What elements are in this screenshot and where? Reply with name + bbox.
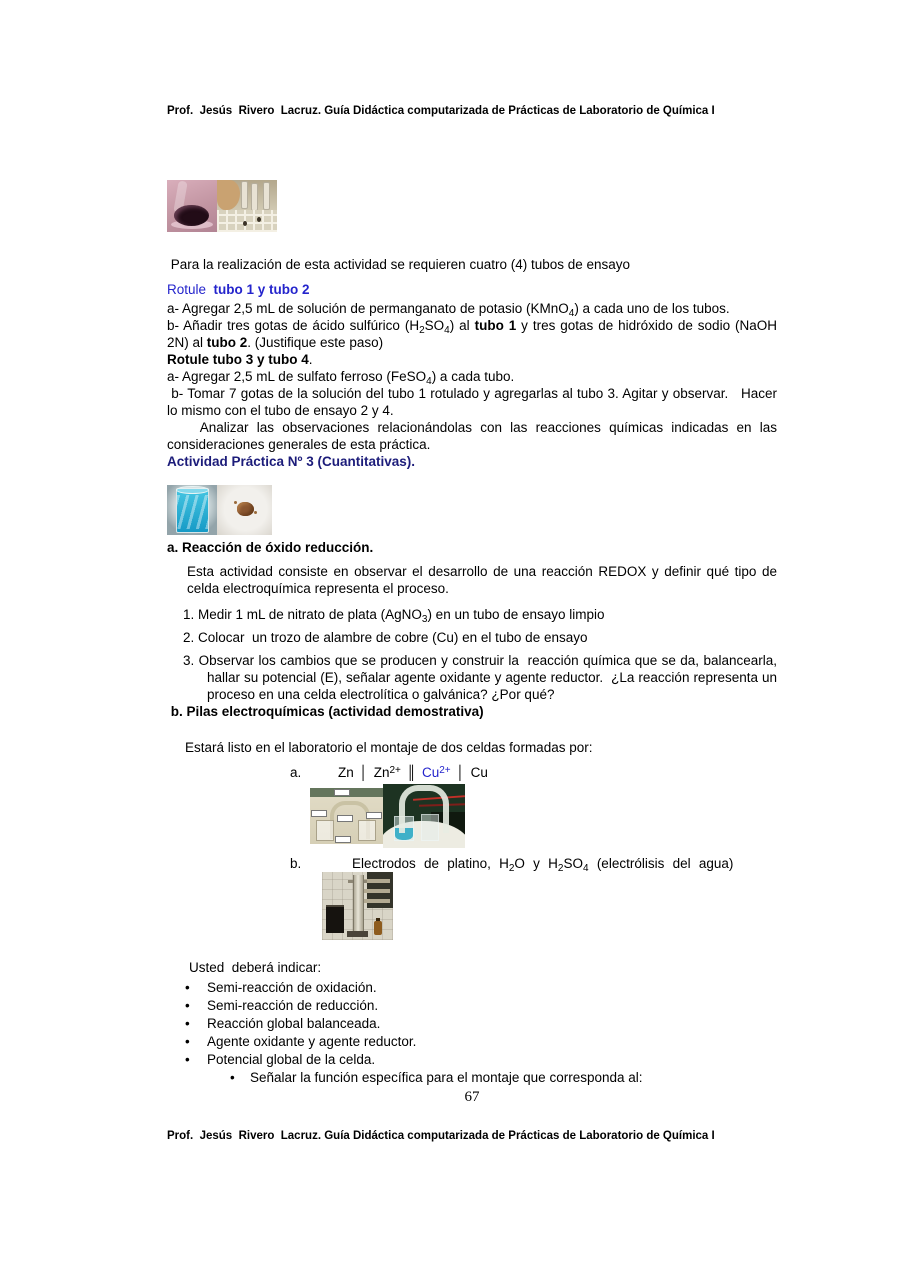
beaker-rim-shape <box>176 486 209 494</box>
window-shape <box>367 872 393 908</box>
paragraph-esta-actividad: Esta actividad consiste en observar el desarrollo de una reacción REDOX y definir qué tipo de celda electroquímica representa el proceso. <box>187 564 781 596</box>
power-supply-shape <box>326 905 344 933</box>
photo-row-electrolysis <box>322 872 777 940</box>
liquid-swirl-shape <box>177 495 208 529</box>
list-item <box>167 1015 777 1032</box>
cell-notation-line <box>290 764 777 781</box>
list-item-text: Semi-reacción de reducción. <box>207 998 379 1013</box>
electrolysis-text: Electrodos de platino, $H_2O$ y $H_2SO_4$ (electrólisis del agua) <box>352 856 734 874</box>
page-header: Prof. Jesús Rivero Lacruz. Guía Didáctica computarizada de Prácticas de Laboratorio de Química I <box>167 105 715 117</box>
step-3: 3. Observar los cambios que se producen y construir la reacción química que se da, balancearla, hallar su potencial (E), señalar agente oxidante y agente reductor. ¿La reacción representa un proceso en una celda electrolítica o galvánica? ¿Por qué? <box>183 653 781 702</box>
page-number: 67 <box>464 1089 480 1105</box>
blue-solution-beaker-photo <box>167 485 217 535</box>
heading-actividad-practica-3: Actividad Práctica Nº 3 (Cuantitativas). <box>167 454 416 469</box>
step-1: 1. Medir 1 mL de nitrato de plata (AgNO$_3$) en un tubo de ensayo limpio <box>183 607 605 625</box>
shelf-bar-shape <box>360 899 390 903</box>
stand-base-shape <box>347 931 368 937</box>
list-item <box>167 997 777 1014</box>
cell-item-label: a. <box>290 765 302 780</box>
beaker-shape <box>176 488 209 533</box>
bullet-glyph: • <box>185 998 190 1013</box>
glass-column-shape <box>353 875 364 932</box>
numbered-steps <box>167 606 781 703</box>
list-item-text: Reacción global balanceada. <box>207 1016 381 1031</box>
paragraph-usted-debera: Usted deberá indicar: <box>189 960 322 975</box>
permanganate-dish-photo <box>167 180 217 232</box>
paragraph-step-a2: a- Agregar 2,5 mL de sulfato ferroso (FeSO$_4$) a cada tubo. <box>167 369 515 387</box>
paragraph-step-b1: b- Añadir tres gotas de ácido sulfúrico $(H_2SO_4)$ al tubo 1 y tres gotas de hidróxido de sodio (NaOH 2N) al tubo 2. (Justifique este paso) <box>167 318 781 350</box>
test-tube-shape <box>251 183 258 211</box>
beaker-shape <box>358 820 376 841</box>
step-2: 2. Colocar un trozo de alambre de cobre (Cu) en el tubo de ensayo <box>183 630 588 645</box>
heading-pilas-electroquimicas: b. Pilas electroquímicas (actividad demostrativa) <box>167 704 484 719</box>
copper-lump-shape <box>237 502 254 516</box>
bullet-glyph: • <box>185 980 190 995</box>
beaker-shape <box>316 820 334 841</box>
test-tube-shape <box>241 181 248 209</box>
bullet-glyph: • <box>230 1070 235 1085</box>
amber-bottle-shape <box>374 921 382 935</box>
label-chip <box>366 812 382 819</box>
label-chip <box>335 836 351 843</box>
bullet-glyph: • <box>185 1052 190 1067</box>
bullet-glyph: • <box>185 1016 190 1031</box>
page-footer: Prof. Jesús Rivero Lacruz. Guía Didáctica computarizada de Prácticas de Laboratorio de Química I <box>167 1130 715 1142</box>
electrolysis-line <box>167 855 777 872</box>
sub-list-item-text: Señalar la función específica para el montaje que corresponda al: <box>250 1070 643 1085</box>
rack-spot-shape <box>257 217 261 222</box>
hand-shape <box>217 180 240 210</box>
labeled-cell-montage-photo <box>310 788 383 844</box>
salt-bridge-shape <box>399 785 449 833</box>
rack-grid-shape <box>217 210 277 232</box>
paragraph-step-b2: b- Tomar 7 gotas de la solución del tubo 1 rotulado y agregarlas al tubo 3. Agitar y observar. Hacer lo mismo con el tubo de ensayo 2 y 4. <box>167 386 781 418</box>
electrolysis-apparatus-photo <box>322 872 393 940</box>
list-item <box>167 1051 777 1068</box>
heading-rotule-tubo-1-2: Rotule tubo 1 y tubo 2 <box>167 282 310 297</box>
shelf-bar-shape <box>360 889 390 893</box>
dark-crystals-shape <box>174 205 209 226</box>
photo-row-redox <box>167 485 777 535</box>
list-item-text: Potencial global de la celda. <box>207 1052 376 1067</box>
test-tube-rack-photo <box>217 180 277 232</box>
photo-row-tubes <box>167 180 777 232</box>
paragraph-intro: Para la realización de esta actividad se requieren cuatro (4) tubos de ensayo <box>167 257 631 272</box>
rack-spot-shape <box>243 221 247 226</box>
label-chip <box>334 789 350 796</box>
paragraph-analizar: Analizar las observaciones relacionándolas con las reacciones químicas indicadas en las consideraciones generales de esta práctica. <box>167 420 781 452</box>
paragraph-step-a1: a- Agregar 2,5 mL de solución de permanganato de potasio (KMnO$_4$) a cada uno de los tubos. <box>167 301 730 319</box>
list-item-text: Semi-reacción de oxidación. <box>207 980 377 995</box>
list-item <box>167 979 777 996</box>
heading-rotule-tubo-3-4: Rotule tubo 3 y tubo 4. <box>167 352 313 367</box>
photo-row-galvanic-cells <box>310 784 777 848</box>
test-tube-shape <box>263 182 270 210</box>
paragraph-estara-listo: Estará listo en el laboratorio el montaje de dos celdas formadas por: <box>185 740 593 755</box>
sub-list-item <box>167 1069 777 1086</box>
list-item <box>167 1033 777 1050</box>
salt-bridge-cell-photo <box>383 784 465 848</box>
requirements-list <box>167 979 777 1068</box>
electrolysis-item-label: b. <box>290 856 302 871</box>
bullet-glyph: • <box>185 1034 190 1049</box>
speck-shape <box>234 501 237 504</box>
cell-notation-formula: Zn │ $Zn^{2+}$ ║ $Cu^{2+}$ │ Cu <box>338 765 488 780</box>
copper-lump-photo <box>217 485 272 535</box>
speck-shape <box>254 511 257 514</box>
list-item-text: Agente oxidante y agente reductor. <box>207 1034 417 1049</box>
heading-reaccion-redox: a. Reacción de óxido reducción. <box>167 540 374 555</box>
label-chip <box>337 815 353 822</box>
label-chip <box>311 810 327 817</box>
